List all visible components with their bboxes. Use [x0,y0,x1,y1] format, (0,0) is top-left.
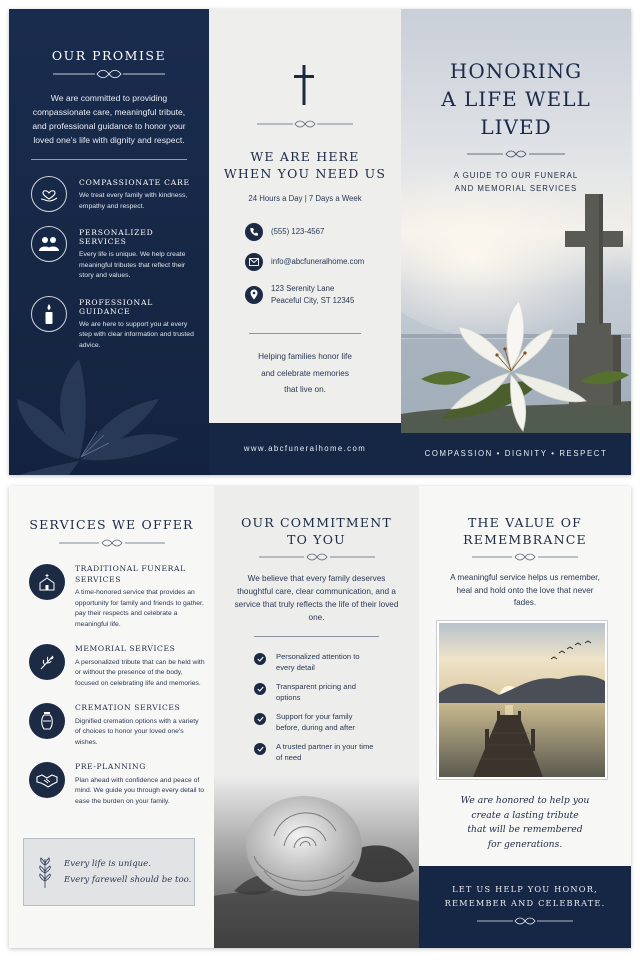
service-title: PRE-PLANNING [75,762,146,771]
helping-text: Helping families honor life and celebrate memories that live on. [258,352,352,394]
ornament-divider-icon [49,69,169,79]
heart-hand-icon [31,176,67,212]
cover-values-bar: COMPASSION • DIGNITY • RESPECT [401,433,631,475]
quote-box [23,838,195,906]
service-title: TRADITIONAL FUNERAL SERVICES [75,564,186,584]
feature-desc: We are here to support you at every step with clear information and trusted advice. [79,320,194,349]
ornament-divider-icon [475,916,575,926]
contact-address: 123 Serenity Lane Peaceful City, ST 12345 [245,283,401,306]
service-memorial[interactable] [9,644,214,689]
commitment-item: A trusted partner in your time of need [254,741,419,763]
photo-frame [436,620,608,780]
website-link[interactable]: www.abcfuneralhome.com [209,423,401,475]
phone-icon [245,223,263,241]
service-pre-planning[interactable] [9,762,214,807]
service-traditional[interactable] [9,564,214,630]
service-title: MEMORIAL SERVICES [75,644,176,653]
quote-text: Every life is unique. Every farewell should be too. [64,859,192,885]
remembrance-panel [419,486,631,948]
service-title: CREMATION SERVICES [75,703,181,712]
contact-phone[interactable]: (555) 123-4567 [245,223,401,241]
commitment-item: Support for your family before, during and after [254,711,419,733]
check-icon [254,743,266,755]
lily-illustration [9,339,209,475]
cover-title: HONORING A LIFE WELL LIVED [441,59,591,139]
feature-title: COMPASSIONATE CARE [79,178,190,187]
feature-personalized-services [9,226,209,282]
map-pin-icon [245,286,263,304]
feature-desc: We treat every family with kindness, empathy and respect. [79,192,188,210]
people-icon [31,226,67,262]
ornament-divider-icon [57,538,167,548]
check-icon [254,683,266,695]
ornament-divider-icon [257,552,377,562]
check-icon [254,653,266,665]
service-desc: A time-honored service that provides an opportunity for family and friends to gather, pay their respects and celebrate a meaningful life. [75,589,204,628]
feature-title: PROFESSIONAL GUIDANCE [79,297,154,316]
service-cremation[interactable] [9,703,214,748]
dock-sunset-photo [439,623,605,777]
urn-icon [29,703,65,739]
brochure-outside [9,9,631,475]
wheat-sprig-icon [36,855,54,889]
contact-panel [209,9,401,475]
commitment-item: Transparent pricing and options [254,681,419,703]
cta-bar [419,866,631,948]
chapel-icon [29,564,65,600]
services-heading: SERVICES WE OFFER [29,517,194,532]
candle-icon [31,296,67,332]
divider [31,159,187,160]
leaf-icon [29,644,65,680]
feature-compassionate-care [9,176,209,212]
divider [249,333,361,334]
feature-desc: Every life is unique. We help create meaningful tributes that reflect their story and values. [79,251,186,279]
commitment-text: We believe that every family deserves thoughtful care, clear communication, and a service that truly reflects the life of their loved one. [234,574,399,622]
contact-email[interactable]: info@abcfuneralhome.com [245,253,401,271]
service-desc: Plan ahead with confidence and peace of mind. We guide you through every detail to ease the burden on your family. [75,776,205,805]
honored-text: We are honored to help you create a lasting tribute that will be remembered for generations. [460,795,590,850]
promise-panel [9,9,209,475]
cover-panel [401,9,631,475]
commitment-panel [214,486,419,948]
commitment-heading: OUR COMMITMENT TO YOU [241,515,392,547]
promise-text: We are committed to providing compassionate care, meaningful tribute, and professional guidance to honor your loved one’s life with dignity and respect. [32,93,186,145]
cover-subtitle: A GUIDE TO OUR FUNERAL AND MEMORIAL SERVICES [453,171,579,193]
service-desc: Dignified cremation options with a variety of choices to honor your loved one’s wishes. [75,717,199,746]
feature-title: PERSONALIZED SERVICES [79,228,154,246]
handshake-icon [29,762,65,798]
contact-heading: WE ARE HERE WHEN YOU NEED US [223,149,387,181]
envelope-icon [245,253,263,271]
promise-heading: OUR PROMISE [51,48,167,63]
ornament-divider-icon [470,552,580,562]
rose-photo [214,776,419,948]
cross-icon [292,63,316,107]
ornament-divider-icon [465,149,567,159]
remembrance-heading: THE VALUE OF REMEMBRANCE [463,515,587,547]
services-panel [9,486,214,948]
cta-text: LET US HELP YOU HONOR, REMEMBER AND CELEBRATE. [444,884,606,908]
brochure-inside [9,486,631,948]
ornament-divider-icon [255,119,355,129]
service-desc: A personalized tribute that can be held with or without the presence of the body, focused on celebrating life and memories. [75,658,205,687]
contact-hours: 24 Hours a Day | 7 Days a Week [248,194,362,203]
remembrance-text: A meaningful service helps us remember, heal and hold onto the love that never fades. [450,573,600,607]
divider [254,636,379,637]
check-icon [254,713,266,725]
commitment-item: Personalized attention to every detail [254,651,419,673]
